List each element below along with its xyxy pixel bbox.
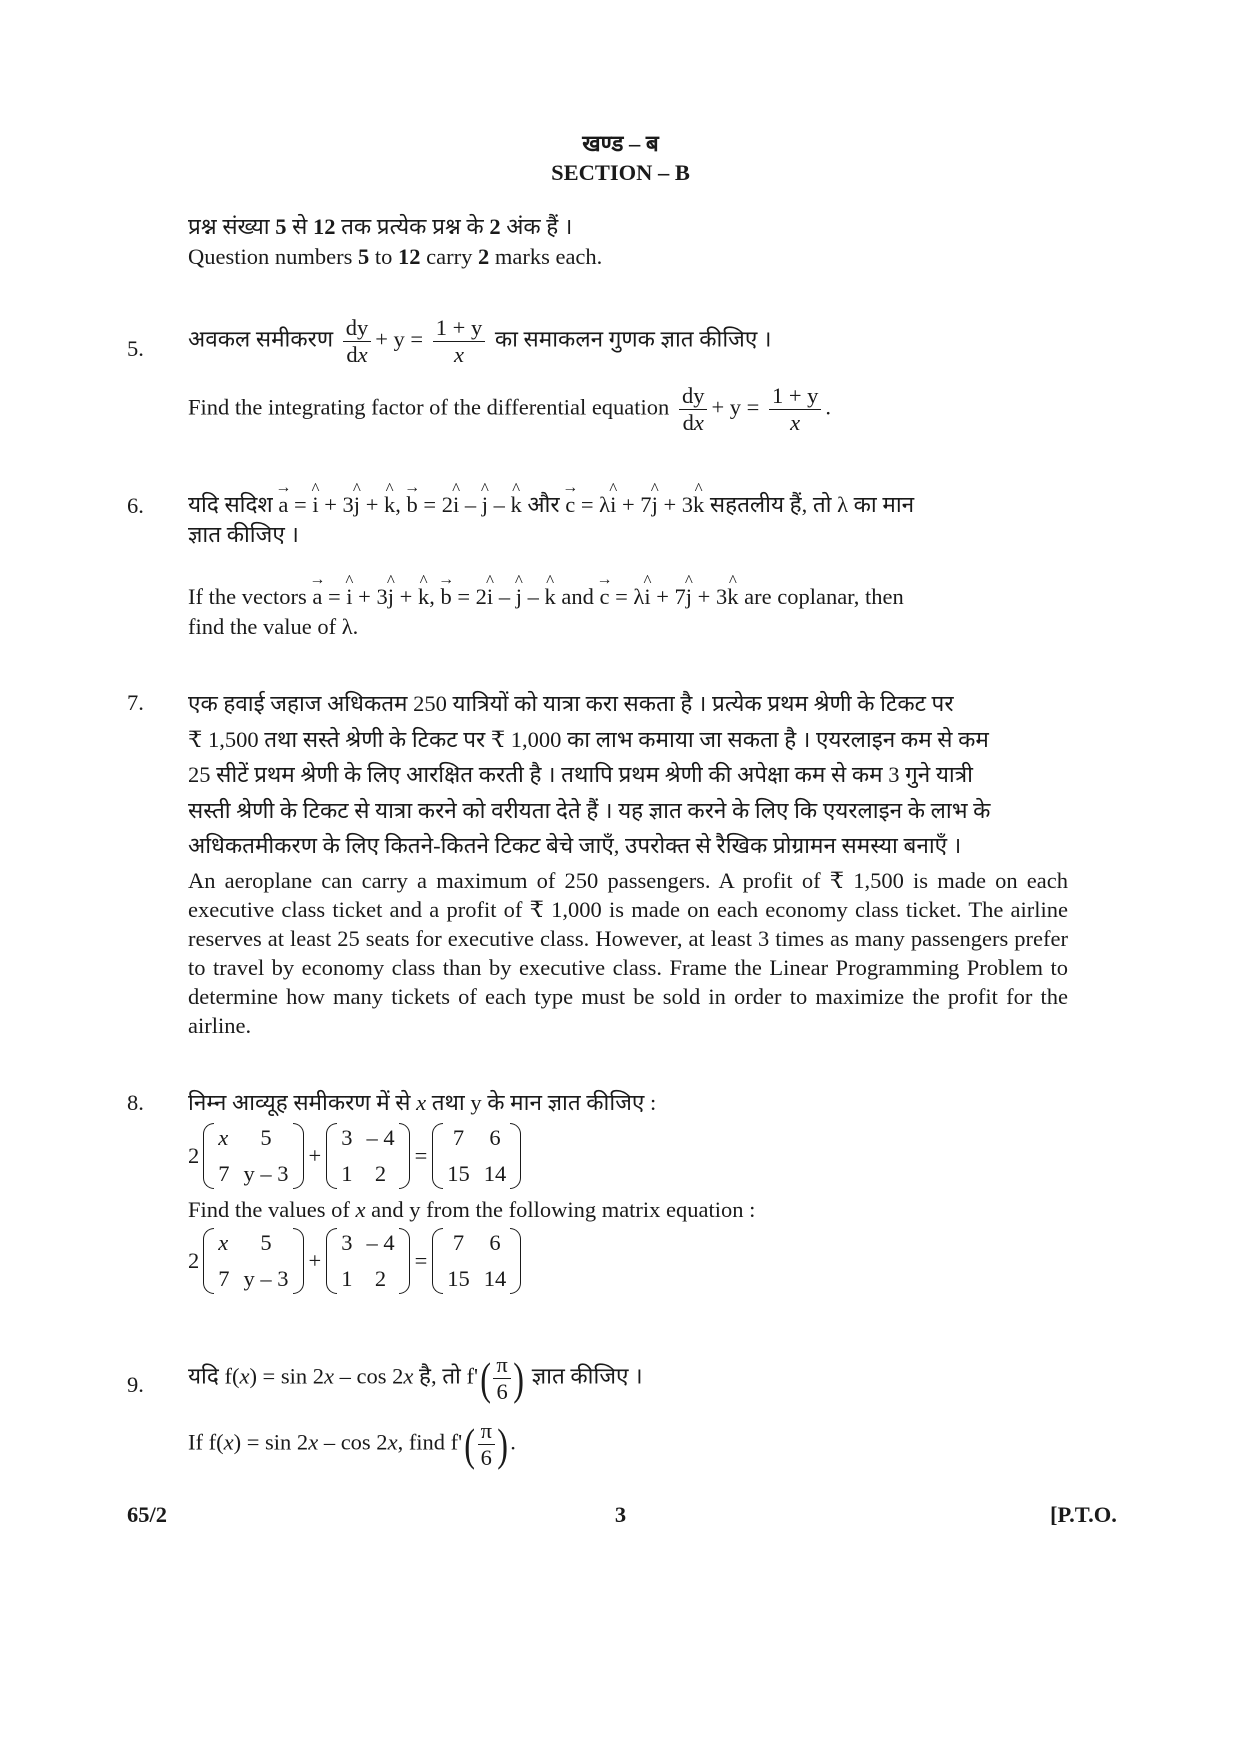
- instruction-hindi: प्रश्न संख्या 5 से 12 तक प्रत्येक प्रश्न के 2 अंक हैं ।: [188, 214, 573, 239]
- question-number-6: 6.: [127, 493, 144, 518]
- matrix-3: 7 6 15 14: [432, 1123, 521, 1189]
- q5-hindi: अवकल समीकरण $\frac{dy}{dx}$ + y = $\frac{1 + y}{x}$ का समाकलन गुणक ज्ञात कीजिए ।: [188, 315, 772, 367]
- section-title-hindi: खण्ड – ब: [582, 131, 659, 156]
- q8-matrix-equation-1: 2 x 5 7 y – 3 + 3 – 4 1 2 = 7 6 15 14: [188, 1120, 1068, 1192]
- matrix-2-en: 3 – 4 1 2: [326, 1228, 409, 1294]
- page-number: 3: [614, 1502, 627, 1527]
- rhs-fraction: $\frac{1 + y}{x}$: [433, 315, 485, 368]
- dy-dx-fraction: $\frac{dy}{dx}$: [343, 315, 372, 368]
- dy-dx-fraction-en: $\frac{dy}{dx}$: [679, 383, 708, 436]
- q8-english: Find the values of x and y from the following matrix equation :: [188, 1197, 756, 1222]
- matrix-1: x 5 7 y – 3: [203, 1123, 303, 1189]
- instruction-english: Question numbers 5 to 12 carry 2 marks each.: [188, 244, 603, 269]
- q9-english: If f(x) = sin 2x – cos 2x, find f' ( $\frac{\pi}{6}$ ) .: [188, 1418, 516, 1470]
- q8-matrix-equation-2: 2 x 5 7 y – 3 + 3 – 4 1 2 = 7 6 15 14: [188, 1225, 1068, 1297]
- paper-code: 65/2: [127, 1502, 168, 1527]
- q7-hindi: एक हवाई जहाज अधिकतम 250 यात्रियों को यात्रा करा सकता है । प्रत्येक प्रथम श्रेणी के टिकट पर ₹ 1,500 तथा सस्ते श्रेणी के टिकट पर ₹ 1,000 का लाभ कमाया जा सकता है । एयरलाइन कम से कम 25 सीटें प्रथम श्रेणी के लिए आरक्षित करती है । तथापि प्रथम श्रेणी की अपेक्षा कम से कम 3 गुने यात्री सस्ती श्रेणी के टिकट से यात्रा करने को वरीयता देते हैं । यह ज्ञात करने के लिए कि एयरलाइन के लाभ के अधिकतमीकरण के लिए कितने-कितने टिकट बेचे जाएँ, उपरोक्त से रैखिक प्रोग्रामन समस्या बनाएँ ।: [188, 691, 991, 858]
- q9-hindi: यदि f(x) = sin 2x – cos 2x है, तो f' ( $\frac{\pi}{6}$ ) ज्ञात कीजिए ।: [188, 1352, 643, 1404]
- q5-english: Find the integrating factor of the differential equation $\frac{dy}{dx}$ + y = $\frac{1 + y}{x}$ .: [188, 383, 832, 435]
- pto-label: [P.T.O.: [1050, 1502, 1117, 1527]
- question-number-7: 7.: [127, 690, 144, 715]
- q6-english: If the vectors → a = ^ i + 3^ j + ^ k, → b = 2^ i – ^ j – ^ k and → c = λ^ i + 7^ j + 3^ k are coplanar, then find the value of λ.: [188, 582, 1068, 642]
- q6-hindi: यदि सदिश → a = ^ i + 3^ j + ^ k, → b = 2^ i – ^ j – ^ k और → c = λ^ i + 7^ j + 3^ k सहतलीय हैं, तो λ का मान ज्ञात कीजिए ।: [188, 490, 1068, 550]
- question-number-9: 9.: [127, 1372, 144, 1397]
- q7-english: An aeroplane can carry a maximum of 250 passengers. A profit of ₹ 1,500 is made on each executive class ticket and a profit of ₹ 1,000 is made on each economy class ticket. The airline reserves at least 25 seats for executive class. However, at least 3 times as many passengers prefer to travel by economy class than by executive class. Frame the Linear Programming Problem to determine how many tickets of each type must be sold in order to maximize the profit for the airline.: [188, 868, 1068, 1038]
- question-number-5: 5.: [127, 336, 144, 361]
- matrix-2: 3 – 4 1 2: [326, 1123, 409, 1189]
- rhs-fraction-en: $\frac{1 + y}{x}$: [769, 383, 821, 436]
- matrix-1-en: x 5 7 y – 3: [203, 1228, 303, 1294]
- section-title-english: SECTION – B: [551, 160, 690, 185]
- question-number-8: 8.: [127, 1090, 144, 1115]
- q8-hindi: निम्न आव्यूह समीकरण में से x तथा y के मान ज्ञात कीजिए :: [188, 1090, 657, 1115]
- matrix-3-en: 7 6 15 14: [432, 1228, 521, 1294]
